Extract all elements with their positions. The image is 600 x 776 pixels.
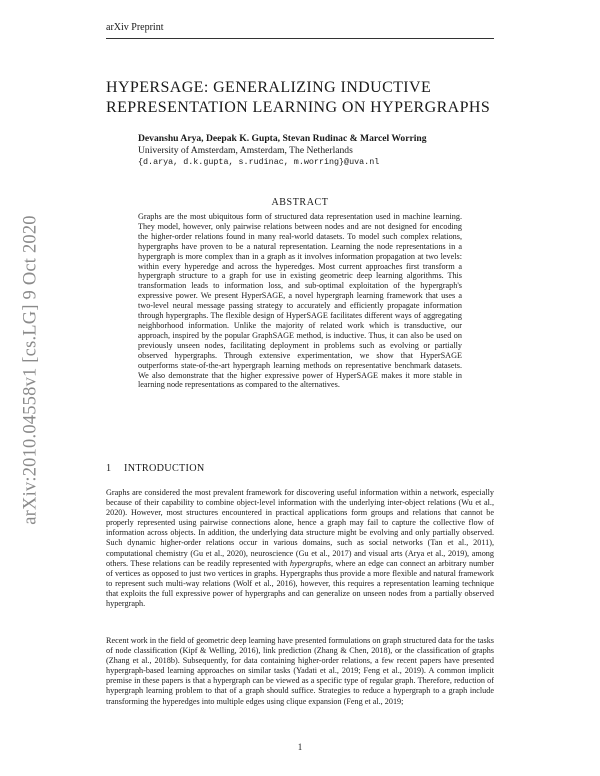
intro-p1-text: Graphs are considered the most prevalent framework for discovering useful information within a network, especially because of their capability to combine object-level information with the underlying inter-object relations (Wu et al., 2020). However, most structures encountered in practical applications form groups and relations that cannot be properly represented using pairwise connections alone, hence a graph may fail to capture the collective flow of information across objects. In addition, the underlying data structure might be evolving and only partially observed. Such dynamic higher-order relations occur in various domains, such as social networks (Tan et al., 2011), computational chemistry (Gu et al., 2020), neuroscience (Gu et al., 2017) and visual arts (Arya et al., 2019), among others. These relations can be readily represented with — [106, 488, 494, 568]
intro-paragraph-2: Recent work in the field of geometric deep learning have presented formulations on graph structured data for the tasks of node classification (Kipf & Welling, 2016), link prediction (Zhang & Chen, 2018), or the classification of graphs (Zhang et al., 2018b). Subsequently, for data containing higher-order relations, a few recent papers have presented hypergraph-based learning approaches on similar tasks (Yadati et al., 2019; Feng et al., 2019). A common implicit premise in these papers is that a hypergraph can be viewed as a specific type of regular graph. Therefore, reduction of hypergraph learning problem to that of a graph should suffice. Strategies to reduce a hypergraph to a graph include transforming the hyperedges into multiple edges using clique expansion (Feng et al., 2019; — [106, 636, 494, 706]
running-header: arXiv Preprint — [106, 22, 164, 33]
title-line-2: REPRESENTATION LEARNING ON HYPERGRAPHS — [106, 98, 491, 116]
arxiv-identifier[interactable]: arXiv:2010.04558v1 [cs.LG] 9 Oct 2020 — [20, 215, 41, 525]
author-list: Devanshu Arya, Deepak K. Gupta, Stevan Rudinac & Marcel Worring — [138, 133, 427, 144]
abstract-heading: ABSTRACT — [271, 197, 329, 208]
intro-p1-text-cont: , where an edge can connect an arbitrary number of vertices as opposed to just two vertices in graphs. Hypergraphs thus provide a more flexible and natural framework to represent such multi-way relations (Wolf et al., 2016), however, this requires a representation learning technique that exploits the full expressive power of hypergraphs and can generalize on unseen nodes from a partially observed hypergraph. — [106, 558, 494, 609]
paper-title — [106, 78, 526, 117]
page-number: 1 — [297, 742, 303, 752]
intro-paragraph-1 — [106, 488, 494, 609]
section-heading-introduction — [106, 463, 205, 474]
section-number: 1 — [106, 463, 112, 474]
header-rule — [106, 38, 494, 39]
affiliation: University of Amsterdam, Amsterdam, The Netherlands — [138, 145, 353, 156]
author-emails[interactable]: {d.arya, d.k.gupta, s.rudinac, m.worring}@uva.nl — [138, 157, 380, 167]
intro-p1-emphasis: hypergraphs — [289, 558, 331, 568]
abstract-text: Graphs are the most ubiquitous form of structured data representation used in machine learning. They model, however, only pairwise relations between nodes and are not designed for encoding the higher-order relations found in many real-world datasets. To model such complex relations, hypergraphs have proven to be a natural representation. Learning the node representations in a hypergraph is more complex than in a graph as it involves information propagation at two levels: within every hyperedge and across the hyperedges. Most current approaches first transform a hypergraph structure to a graph for use in existing geometric deep learning algorithms. This transformation leads to information loss, and sub-optimal exploitation of the hypergraph's expressive power. We present HyperSAGE, a novel hypergraph learning framework that uses a two-level neural message passing strategy to accurately and efficiently propagate information through hypergraphs. The flexible design of HyperSAGE facilitates different ways of aggregating neighborhood information. Unlike the majority of related work which is transductive, our approach, inspired by the popular GraphSAGE method, is inductive. Thus, it can also be used on previously unseen nodes, facilitating deployment in problems such as evolving or partially observed hypergraphs. Through extensive experimentation, we show that HyperSAGE outperforms state-of-the-art hypergraph learning methods on representative benchmark datasets. We also demonstrate that the higher expressive power of HyperSAGE makes it more stable in learning node representations as compared to the alternatives. — [138, 212, 462, 390]
section-title: INTRODUCTION — [124, 463, 205, 474]
title-line-1: HYPERSAGE: GENERALIZING INDUCTIVE — [106, 79, 432, 96]
arxiv-sidenote — [14, 195, 48, 545]
